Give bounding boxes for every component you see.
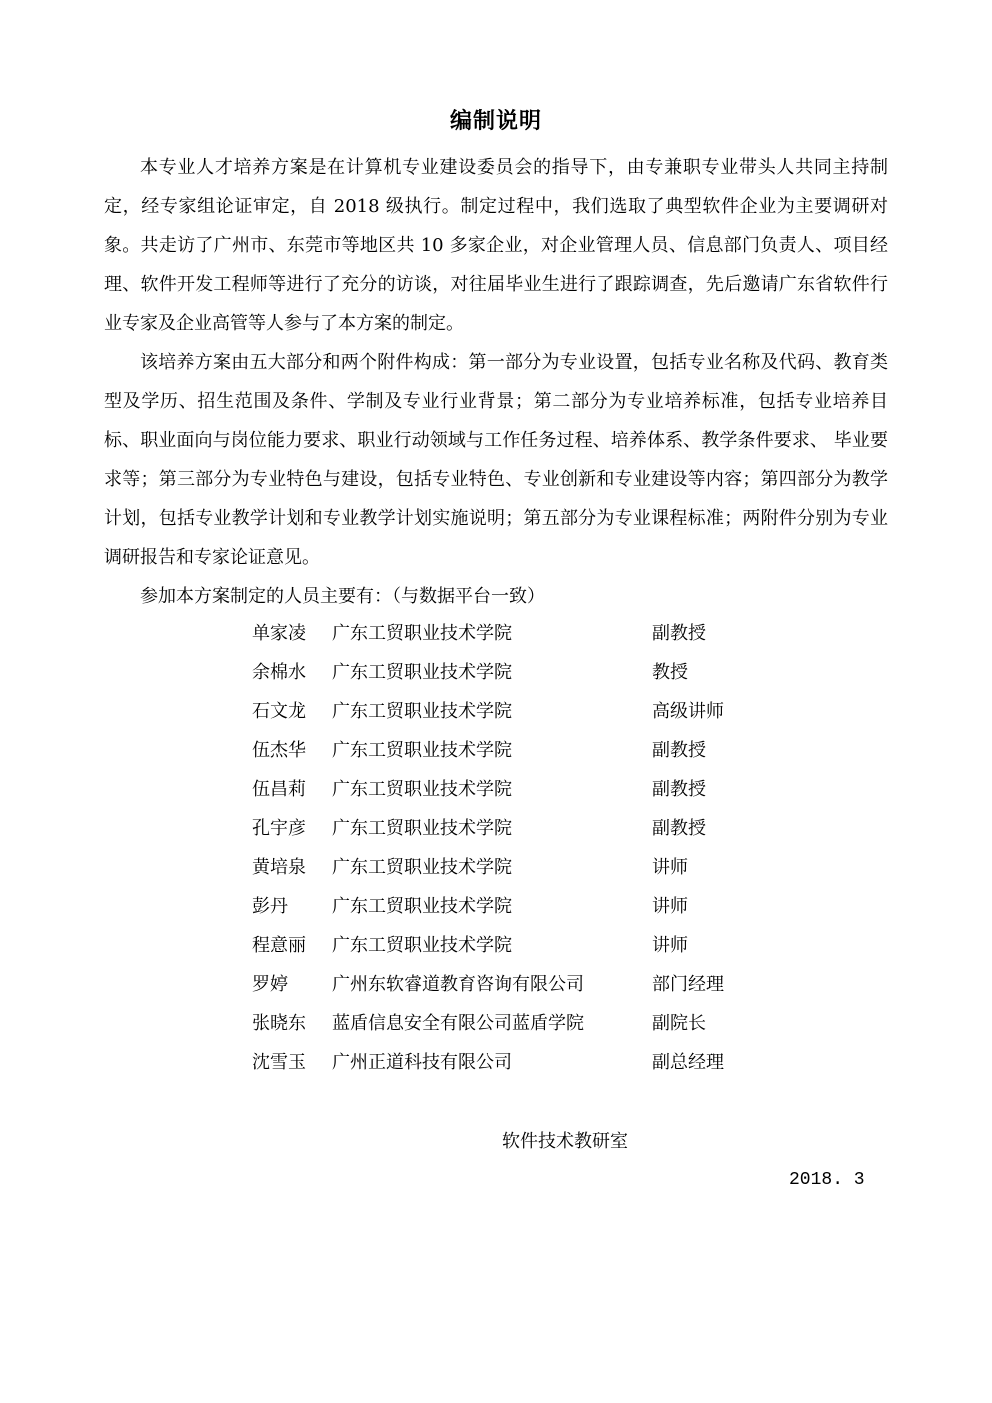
staff-row (252, 614, 812, 653)
staff-name: 程意丽 (252, 935, 306, 956)
staff-row (252, 692, 812, 731)
staff-title: 副教授 (652, 740, 706, 761)
staff-title: 讲师 (652, 935, 688, 956)
staff-organization: 广州正道科技有限公司 (332, 1052, 512, 1073)
staff-name: 彭丹 (252, 896, 288, 917)
staff-name: 伍杰华 (252, 740, 306, 761)
department-signature: 软件技术教研室 (502, 1131, 628, 1152)
staff-row (252, 848, 812, 887)
staff-row (252, 653, 812, 692)
staff-organization: 广东工贸职业技术学院 (332, 701, 512, 722)
staff-title: 副教授 (652, 779, 706, 800)
staff-organization: 广东工贸职业技术学院 (332, 623, 512, 644)
page-title: 编制说明 (449, 109, 542, 134)
staff-name: 石文龙 (252, 701, 306, 722)
staff-title: 部门经理 (652, 974, 724, 995)
staff-name: 单家凌 (252, 623, 306, 644)
staff-name: 孔宇彦 (252, 818, 306, 839)
staff-title: 高级讲师 (652, 701, 724, 722)
staff-row (252, 887, 812, 926)
staff-title: 副总经理 (652, 1052, 724, 1073)
staff-organization: 广东工贸职业技术学院 (332, 935, 512, 956)
staff-title: 副教授 (652, 818, 706, 839)
staff-row (252, 1043, 812, 1082)
staff-title: 讲师 (652, 857, 688, 878)
staff-row (252, 770, 812, 809)
staff-row (252, 965, 812, 1004)
staff-organization: 广东工贸职业技术学院 (332, 857, 512, 878)
staff-name: 余棉水 (252, 662, 306, 683)
document-date: 2018. 3 (789, 1170, 865, 1190)
intro-paragraph: 本专业人才培养方案是在计算机专业建设委员会的指导下，由专兼职专业带头人共同主持制定，经专家组论证审定，自 2018 级执行。制定过程中，我们选取了典型软件企业为主要调研对象。共走访了广州市、东莞市等地区共 10 多家企业，对企业管理人员、信息部门负责人、项目经理、软件开发工程师等进行了充分的访谈，对往届毕业生进行了跟踪调查，先后邀请广东省软件行业专家及企业高管等人参与了本方案的制定。 (104, 157, 888, 334)
staff-name: 黄培泉 (252, 857, 306, 878)
staff-title: 副教授 (652, 623, 706, 644)
staff-row (252, 809, 812, 848)
staff-name: 沈雪玉 (252, 1052, 306, 1073)
staff-organization: 蓝盾信息安全有限公司蓝盾学院 (332, 1013, 584, 1034)
staff-title: 副院长 (652, 1013, 706, 1034)
participants-intro: 参加本方案制定的人员主要有：（与数据平台一致） (140, 586, 545, 607)
staff-organization: 广东工贸职业技术学院 (332, 740, 512, 761)
staff-organization: 广州东软睿道教育咨询有限公司 (332, 974, 584, 995)
staff-list (252, 614, 812, 1082)
staff-name: 伍昌莉 (252, 779, 306, 800)
staff-title: 讲师 (652, 896, 688, 917)
staff-name: 张晓东 (252, 1013, 306, 1034)
staff-row (252, 926, 812, 965)
staff-organization: 广东工贸职业技术学院 (332, 818, 512, 839)
staff-row (252, 731, 812, 770)
staff-organization: 广东工贸职业技术学院 (332, 779, 512, 800)
staff-row (252, 1004, 812, 1043)
staff-title: 教授 (652, 662, 688, 683)
structure-paragraph: 该培养方案由五大部分和两个附件构成：第一部分为专业设置，包括专业名称及代码、教育类型及学历、招生范围及条件、学制及专业行业背景；第二部分为专业培养标准，包括专业培养目标、职业面向与岗位能力要求、职业行动领域与工作任务过程、培养体系、教学条件要求、 毕业要求等；第三部分为专业特色与建设，包括专业特色、专业创新和专业建设等内容；第四部分为教学计划，包括专业教学计划和专业教学计划实施说明；第五部分为专业课程标准；两附件分别为专业调研报告和专家论证意见。 (104, 352, 888, 568)
staff-organization: 广东工贸职业技术学院 (332, 662, 512, 683)
staff-name: 罗婷 (252, 974, 288, 995)
staff-organization: 广东工贸职业技术学院 (332, 896, 512, 917)
